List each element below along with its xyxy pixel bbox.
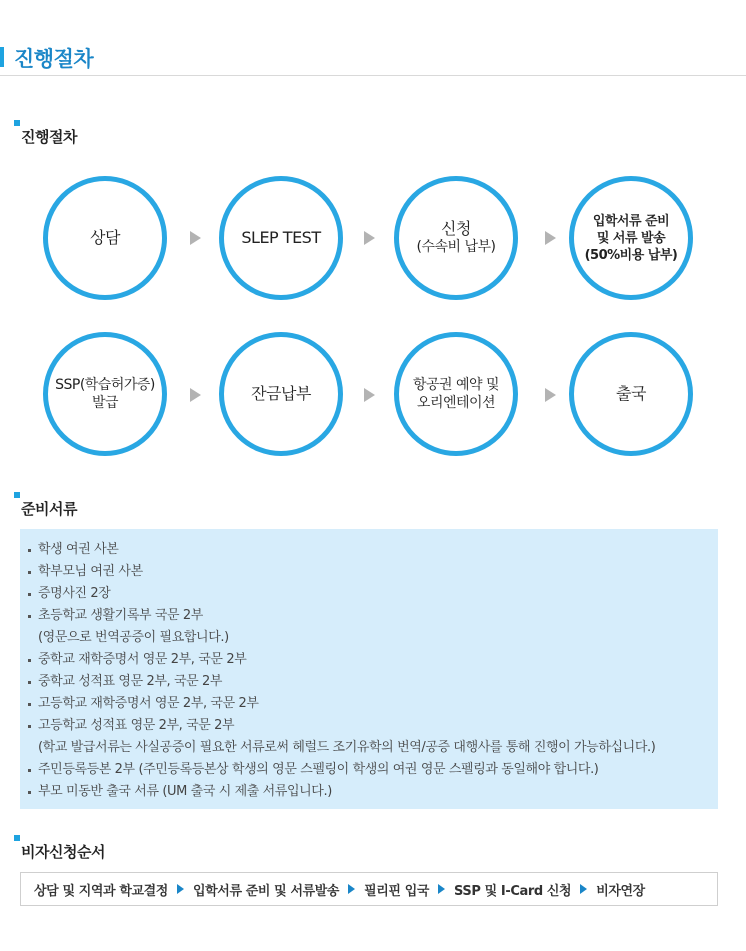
visa-step-ssp-icard: SSP 및 I-Card 신청: [454, 883, 572, 899]
process-step-consult: 상담: [43, 176, 167, 300]
process-step-departure: 출국: [569, 332, 693, 456]
process-step-flight-orientation: 항공권 예약 및 오리엔테이션: [394, 332, 518, 456]
visa-step-consult: 상담 및 지역과 학교결정: [34, 883, 168, 899]
square-bullet-icon: [14, 120, 20, 126]
square-bullet-icon: [14, 492, 20, 498]
bullet-icon: [28, 593, 31, 596]
blue-triangle-right-icon: [348, 884, 355, 894]
list-item: 중학교 성적표 영문 2부, 국문 2부: [28, 671, 718, 693]
bullet-icon: [28, 703, 31, 706]
list-item: 부모 미동반 출국 서류 (UM 출국 시 제출 서류입니다.): [28, 781, 718, 803]
visa-step-entry: 필리핀 입국: [364, 883, 430, 899]
blue-triangle-right-icon: [438, 884, 445, 894]
bullet-icon: [28, 571, 31, 574]
process-step-balance-payment: 잔금납부: [219, 332, 343, 456]
documents-box: [20, 529, 718, 809]
triangle-right-icon: [545, 388, 556, 402]
bullet-icon: [28, 681, 31, 684]
bullet-icon: [28, 549, 31, 552]
blue-triangle-right-icon: [580, 884, 587, 894]
triangle-right-icon: [190, 231, 201, 245]
process-step-slep-test: SLEP TEST: [219, 176, 343, 300]
list-item: 학생 여권 사본: [28, 539, 718, 561]
triangle-right-icon: [545, 231, 556, 245]
square-bullet-icon: [14, 835, 20, 841]
list-item: 중학교 재학증명서 영문 2부, 국문 2부: [28, 649, 718, 671]
triangle-right-icon: [364, 231, 375, 245]
list-item: 주민등록등본 2부 (주민등록등본상 학생의 영문 스펠링이 학생의 여권 영문 스펠링과 동일해야 합니다.): [28, 759, 718, 781]
page-title: 진행절차: [14, 47, 94, 71]
list-item: 고등학교 성적표 영문 2부, 국문 2부 (학교 발급서류는 사실공증이 필요한 서류로써 헤럴드 조기유학의 번역/공증 대행사를 통해 진행이 가능하십니다.): [28, 715, 718, 759]
process-step-documents-shipping: 입학서류 준비 및 서류 발송 (50%비용 납부): [569, 176, 693, 300]
blue-triangle-right-icon: [177, 884, 184, 894]
triangle-right-icon: [364, 388, 375, 402]
page-header: [0, 40, 746, 76]
bullet-icon: [28, 725, 31, 728]
visa-step-documents: 입학서류 준비 및 서류발송: [192, 883, 340, 899]
list-item: 학부모님 여권 사본: [28, 561, 718, 583]
process-step-ssp: SSP(학습허가증) 발급: [43, 332, 167, 456]
title-accent-bar: [0, 47, 4, 67]
list-item: 초등학교 생활기록부 국문 2부 (영문으로 번역공증이 필요합니다.): [28, 605, 718, 649]
bullet-icon: [28, 791, 31, 794]
bullet-icon: [28, 769, 31, 772]
process-step-application: 신청 (수속비 납부): [394, 176, 518, 300]
bullet-icon: [28, 659, 31, 662]
list-item: 증명사진 2장: [28, 583, 718, 605]
visa-step-extension: 비자연장: [596, 883, 645, 899]
visa-steps-box: [20, 872, 718, 906]
list-item: 고등학교 재학증명서 영문 2부, 국문 2부: [28, 693, 718, 715]
triangle-right-icon: [190, 388, 201, 402]
documents-list: [20, 529, 718, 803]
bullet-icon: [28, 615, 31, 618]
